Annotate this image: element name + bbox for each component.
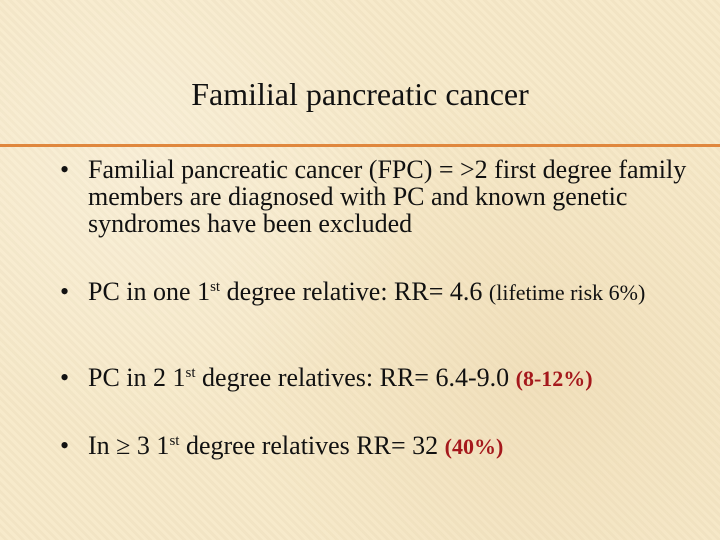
bullet-glyph: • [60, 277, 70, 306]
bullet-text-rest: degree relative: RR= 4.6 [220, 277, 489, 306]
bullet-glyph: • [60, 155, 70, 184]
lifetime-risk-note: (lifetime risk 6%) [488, 280, 646, 305]
bullet-text: Familial pancreatic cancer (FPC) = >2 first degree family members are diagnosed with PC and known genetic syndromes have been excluded [88, 155, 687, 238]
title-divider [0, 144, 720, 147]
ordinal-suffix: st [185, 365, 196, 381]
risk-percent-note: (8-12%) [515, 366, 593, 391]
bullet-glyph: • [60, 363, 70, 392]
bullet-text-start: PC in 2 1 [88, 363, 186, 392]
bullet-text-rest: degree relatives RR= 32 [179, 431, 445, 460]
bullet-text-start: In ≥ 3 1 [88, 431, 170, 460]
bullet-text [88, 278, 700, 306]
risk-percent-note: (40%) [444, 434, 504, 459]
bullet-text [88, 432, 700, 460]
ordinal-suffix: st [210, 279, 221, 295]
bullet-text [88, 364, 700, 392]
bullet-text-rest: degree relatives: RR= 6.4-9.0 [195, 363, 516, 392]
bullet-glyph: • [60, 431, 70, 460]
ordinal-suffix: st [169, 433, 180, 449]
bullet-text-start: PC in one 1 [88, 277, 211, 306]
slide-title: Familial pancreatic cancer [191, 76, 529, 112]
